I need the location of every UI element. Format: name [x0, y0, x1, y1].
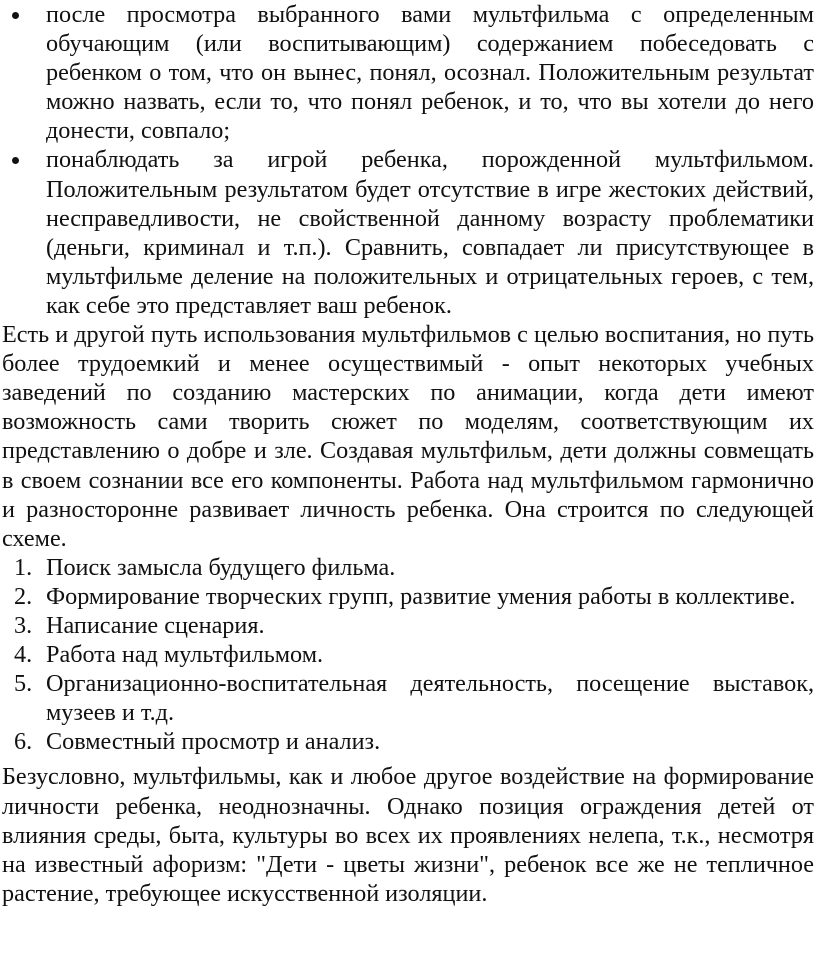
bullet-icon — [12, 157, 19, 164]
paragraph-conclusion: Безусловно, мультфильмы, как и любое другое воздействие на формирование личности ребенка, неоднозначны. Однако позиция ограждения детей от влияния среды, быта, культуры во всех их проявлениях нелепа, т.к., несмотря на известный афоризм: "Дети - цветы жизни", ребенок все же не тепличное растение, требующее искусственной изоляции. — [2, 763, 814, 907]
step-text: Написание сценария. — [46, 611, 265, 639]
step-text: Совместный просмотр и анализ. — [46, 728, 381, 756]
list-item — [0, 611, 816, 640]
list-item — [0, 727, 816, 756]
step-text: Поиск замысла будущего фильма. — [46, 553, 396, 581]
step-text: Организационно-воспитательная деятельность, посещение выставок, музеев и т.д. — [46, 670, 814, 727]
step-number: 2. — [14, 582, 33, 610]
bullet-list — [0, 0, 816, 320]
list-item — [0, 582, 816, 611]
list-item — [0, 669, 816, 727]
bullet-icon — [12, 12, 19, 19]
list-item — [0, 553, 816, 582]
bullet-text: после просмотра выбранного вами мультфильма с определенным обучающим (или воспитывающим) содержанием побеседовать с ребенком о том, что он вынес, понял, осознал. Положительным результат можно назвать, если то, что понял ребенок, и то, что вы хотели до него донести, совпало; — [46, 1, 814, 145]
step-number: 4. — [14, 641, 33, 669]
bullet-text: понаблюдать за игрой ребенка, порожденной мультфильмом. Положительным результатом будет отсутствие в игре жестоких действий, несправедливости, не свойственной данному возрасту проблематики (деньги, криминал и т.п.). Сравнить, совпадает ли присутствующее в мультфильме деление на положительных и отрицательных героев, с тем, как себе это представляет ваш ребенок. — [46, 146, 814, 319]
step-text: Формирование творческих групп, развитие умения работы в коллективе. — [46, 582, 796, 610]
step-number: 3. — [14, 611, 33, 639]
numbered-steps — [0, 553, 816, 757]
list-item — [0, 0, 816, 145]
list-item — [0, 145, 816, 320]
step-number: 6. — [14, 728, 33, 756]
step-number: 1. — [14, 553, 33, 581]
paragraph-animation-workshops: Есть и другой путь использования мультфильмов с целью воспитания, но путь более трудоемкий и менее осуществимый - опыт некоторых учебных заведений по созданию мастерских по анимации, когда дети имеют возможность сами творить сюжет по моделям, соответствующим их представлению о добре и зле. Создавая мультфильм, дети должны совмещать в своем сознании все его компоненты. Работа над мультфильмом гармонично и разносторонне развивает личность ребенка. Она строится по следующей схеме. — [2, 321, 814, 552]
step-text: Работа над мультфильмом. — [46, 641, 324, 669]
step-number: 5. — [14, 670, 33, 698]
list-item — [0, 640, 816, 669]
